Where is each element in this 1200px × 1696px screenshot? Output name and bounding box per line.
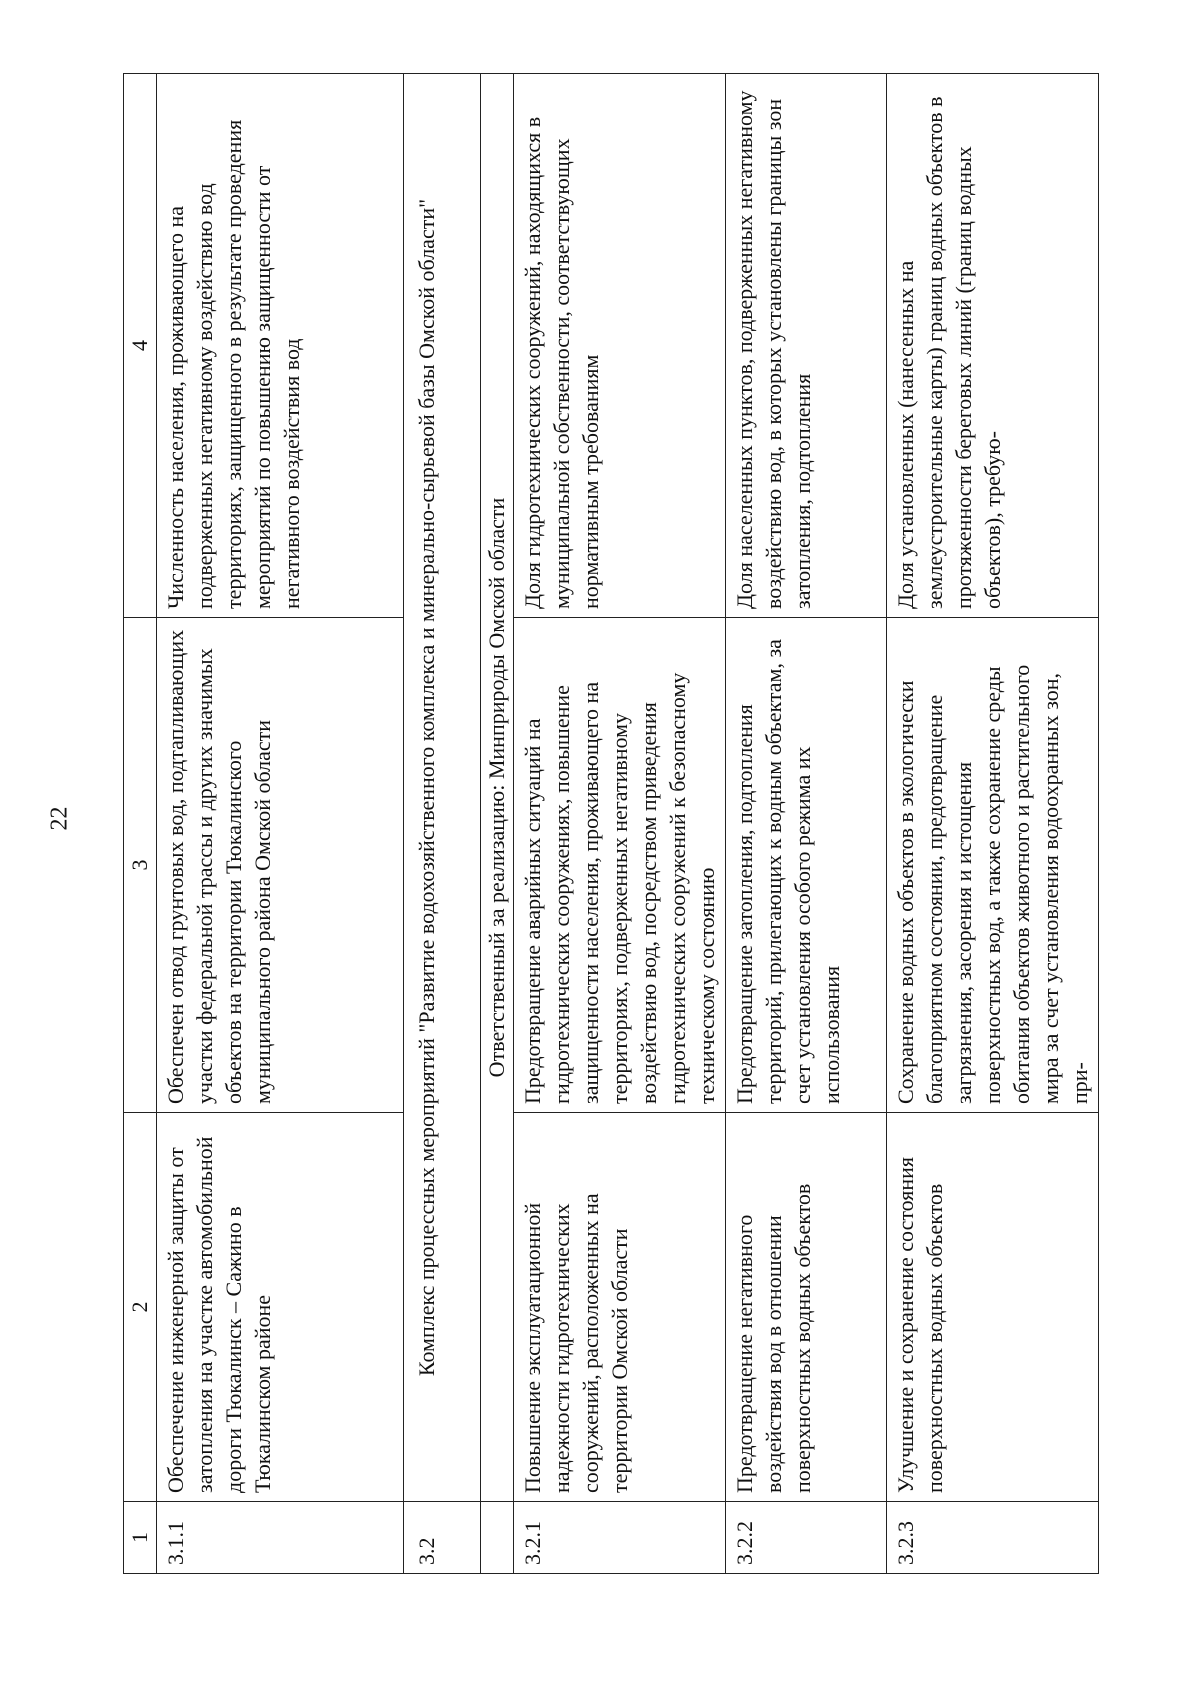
- measure-indicator: Доля установленных (нанесенных на землеустроительные карты) границ водных объектов в протяженности береговых линий (границ водных объектов), требую-: [887, 74, 1099, 618]
- row-number: 3.1.1: [157, 1502, 404, 1574]
- measure-name: Повышение эксплуатационной надежности гидротехнических сооружений, расположенных на территории Омской области: [514, 1113, 726, 1502]
- header-cell: 4: [124, 74, 157, 618]
- measures-table: [123, 73, 1099, 1574]
- empty-cell: [481, 1502, 514, 1574]
- section-number: 3.2: [404, 1502, 481, 1574]
- measure-indicator: Доля населенных пунктов, подверженных негативному воздействию вод, в которых установлены границы зон затопления, подтопления: [726, 74, 887, 618]
- section-title: Комплекс процессных мероприятий "Развитие водохозяйственного комплекса и минерально-сырьевой базы Омской области": [404, 74, 481, 1502]
- responsible-text: Ответственный за реализацию: Минприроды Омской области: [481, 74, 514, 1502]
- table-row: [726, 74, 887, 1574]
- row-number: 3.2.2: [726, 1502, 887, 1574]
- table-row: [514, 74, 726, 1574]
- measure-name: Обеспечение инженерной защиты от затопления на участке автомобильной дороги Тюкалинск – Сажино в Тюкалинском районе: [157, 1113, 404, 1502]
- page-number: 22: [46, 806, 73, 831]
- row-number: 3.2.3: [887, 1502, 1099, 1574]
- header-cell: 3: [124, 618, 157, 1113]
- header-cell: 2: [124, 1113, 157, 1502]
- section-row: [404, 74, 481, 1574]
- table-row: [157, 74, 404, 1574]
- responsible-row: [481, 74, 514, 1574]
- measure-name: Улучшение и сохранение состояния поверхностных водных объектов: [887, 1113, 1099, 1502]
- measure-result: Сохранение водных объектов в экологически благоприятном состоянии, предотвращение загрязнения, засорения и истощения поверхностных вод, а также сохранение среды обитания объектов животного и растительного мира за счет установления водоохранных зон, при-: [887, 618, 1099, 1113]
- measure-indicator: Доля гидротехнических сооружений, находящихся в муниципальной собственности, соответствующих нормативным требованиям: [514, 74, 726, 618]
- table-header-row: [124, 74, 157, 1574]
- measure-result: Предотвращение аварийных ситуаций на гидротехнических сооружениях, повышение защищенности населения, проживающего на территориях, подверженных негативному воздействию вод, посредством приведения гидротехнических сооружений к безопасному техническому состоянию: [514, 618, 726, 1113]
- rotated-table-container: [123, 74, 1091, 1574]
- row-number: 3.2.1: [514, 1502, 726, 1574]
- measure-result: Предотвращение затопления, подтопления территорий, прилегающих к водным объектам, за счет установления особого режима их использования: [726, 618, 887, 1113]
- measure-name: Предотвращение негативного воздействия вод в отношении поверхностных водных объектов: [726, 1113, 887, 1502]
- table-row: [887, 74, 1099, 1574]
- header-cell: 1: [124, 1502, 157, 1574]
- measure-result: Обеспечен отвод грунтовых вод, подтапливающих участки федеральной трассы и других значимых объектов на территории Тюкалинского муниципального района Омской области: [157, 618, 404, 1113]
- measure-indicator: Численность населения, проживающего на подверженных негативному воздействию вод территориях, защищенного в результате проведения мероприятий по повышению защищенности от негативного воздействия вод: [157, 74, 404, 618]
